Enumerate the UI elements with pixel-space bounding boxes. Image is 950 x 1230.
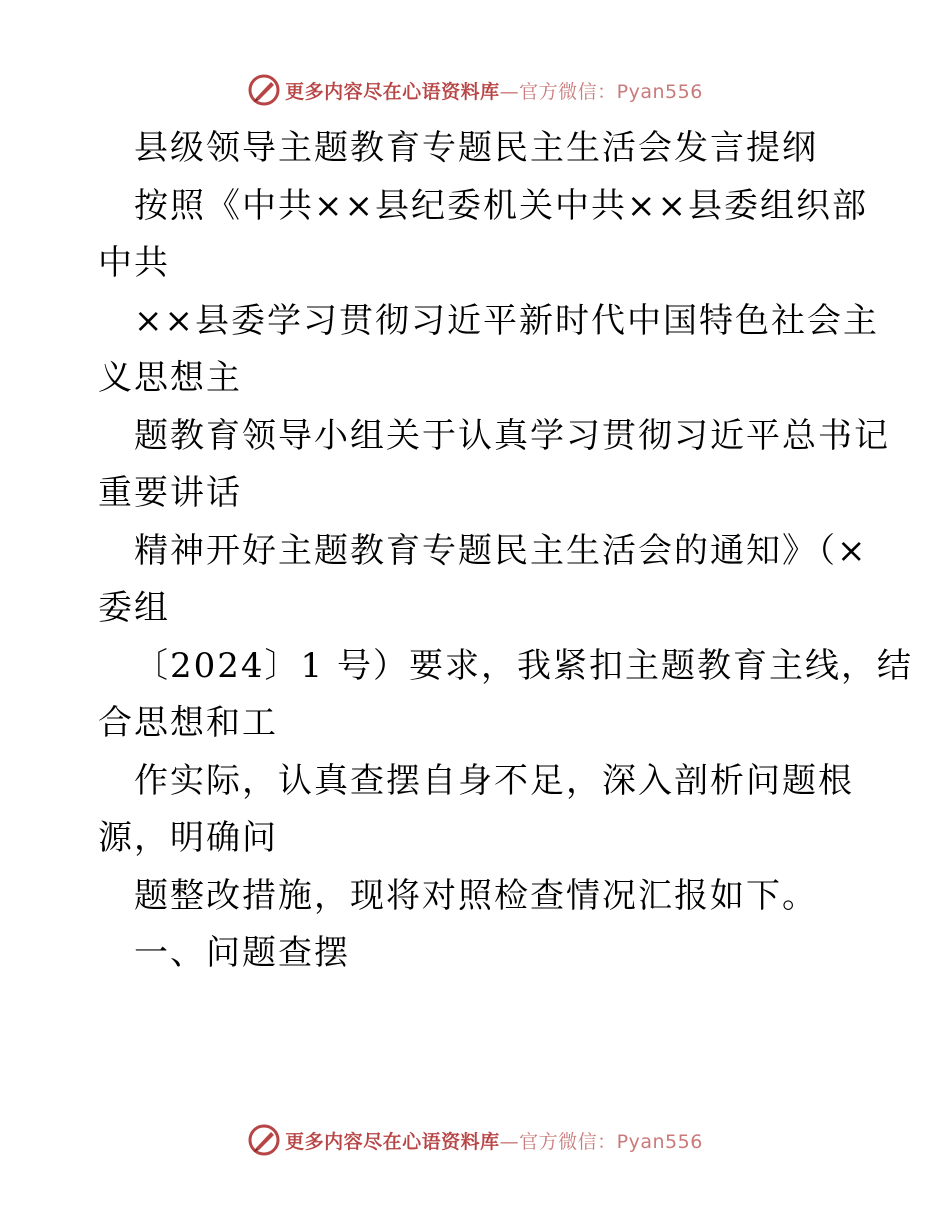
document-line: 题整改措施，现将对照检查情况汇报如下。	[134, 875, 818, 916]
document-line: 一、问题查摆	[134, 933, 350, 973]
document-line: 义思想主	[98, 358, 242, 398]
document-line: ××县委学习贯彻习近平新时代中国特色社会主	[134, 300, 879, 341]
pen-seal-icon	[247, 73, 281, 107]
document-line: 〔2024〕1 号）要求，我紧扣主题教育主线，结	[134, 645, 913, 686]
watermark-text: 更多内容尽在心语资料库—官方微信：Pyan556	[285, 80, 703, 103]
document-line: 精神开好主题教育专题民主生活会的通知》（×	[134, 530, 868, 571]
document-line: 中共	[98, 243, 170, 283]
document-line: 委组	[98, 588, 170, 628]
document-line: 题教育领导小组关于认真学习贯彻习近平总书记	[134, 415, 890, 456]
watermark-footer	[0, 1120, 950, 1160]
document-line: 县级领导主题教育专题民主生活会发言提纲	[134, 128, 818, 168]
document-line: 重要讲话	[98, 473, 242, 513]
document-body	[98, 120, 913, 983]
document-line: 按照《中共××县纪委机关中共××县委组织部	[134, 185, 868, 226]
watermark-text: 更多内容尽在心语资料库—官方微信：Pyan556	[285, 1130, 703, 1153]
document-line: 作实际，认真查摆自身不足，深入剖析问题根	[134, 760, 854, 801]
document-line: 源，明确问	[98, 818, 278, 858]
pen-seal-icon	[247, 1123, 281, 1157]
document-line: 合思想和工	[98, 703, 278, 743]
watermark-header	[0, 70, 950, 110]
